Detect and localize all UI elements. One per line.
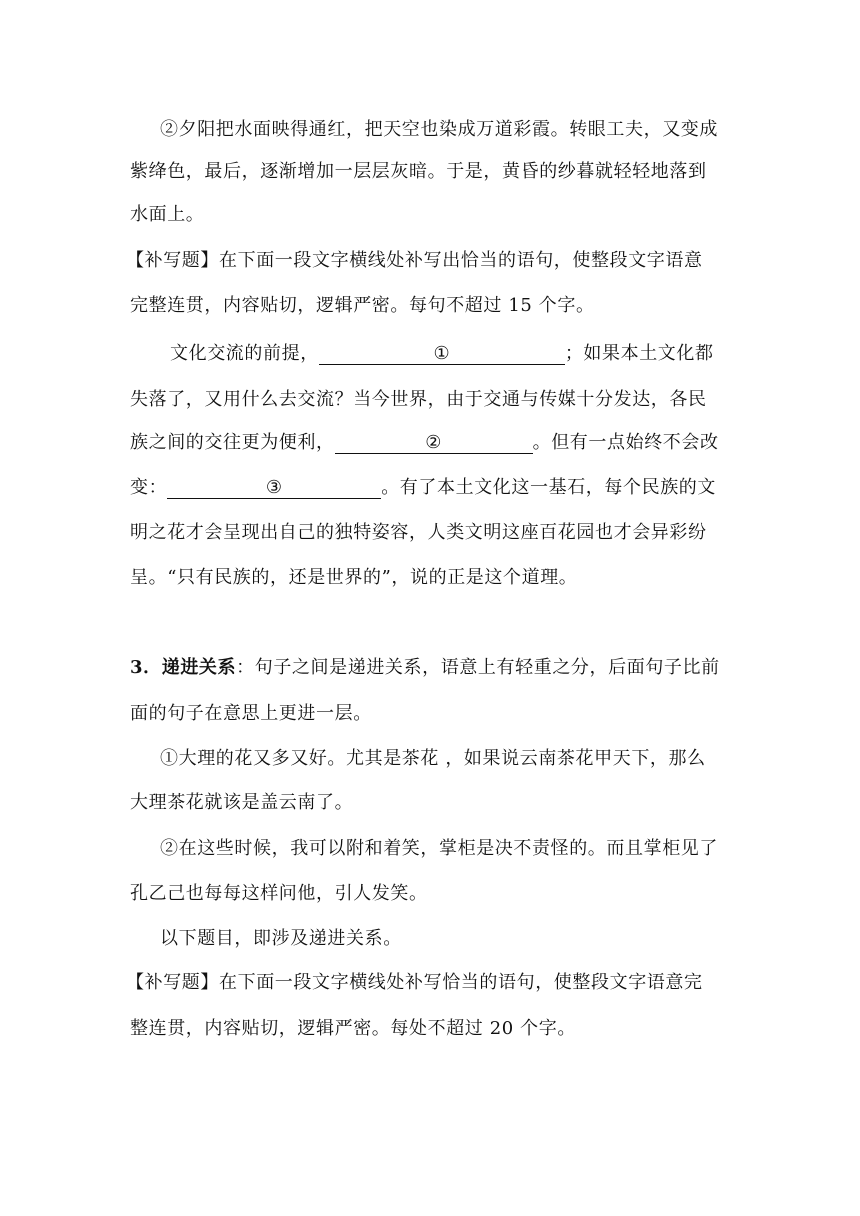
- ex2-line2: 孔乙己也每每这样问他，引人发笑。: [130, 883, 428, 904]
- fill-line3-pre: 族之间的交往更为便利，: [130, 432, 335, 453]
- blank-1[interactable]: ①: [319, 344, 565, 365]
- sec3-line2: 面的句子在意思上更进一层。: [130, 703, 372, 724]
- para1-line2: 紫绛色，最后，逐渐增加一层层灰暗。于是，黄昏的纱暮就轻轻地落到: [130, 161, 707, 182]
- fill-line1: [170, 342, 714, 366]
- sec3-line1-rest: ：句子之间是递进关系，语意上有轻重之分，后面句子比前: [236, 657, 720, 678]
- fill-line2: 失落了，又用什么去交流？当今世界，由于交通与传媒十分发达，各民: [130, 389, 707, 410]
- para1-line3: 水面上。: [130, 204, 205, 225]
- ex1-line1: ①大理的花又多又好。尤其是茶花 ，如果说云南茶花甲天下，那么: [160, 748, 706, 769]
- sec3-line1: [130, 656, 720, 680]
- fill-line1-pre: 文化交流的前提，: [170, 343, 319, 364]
- fill-line1-post: ；如果本土文化都: [564, 343, 714, 364]
- para1-line1: ②夕阳把水面映得通红，把天空也染成万道彩霞。转眼工夫，又变成: [160, 119, 718, 140]
- q1-line1: 【补写题】在下面一段文字横线处补写出恰当的语句，使整段文字语意: [126, 250, 703, 271]
- q2-line2: 整连贯，内容贴切，逻辑严密。每处不超过 20 个字。: [130, 1018, 576, 1039]
- fill-line5: 明之花才会呈现出自己的独特姿容，人类文明这座百花园也才会异彩纷: [130, 522, 707, 543]
- fill-line3: [130, 431, 719, 455]
- fill-line3-post: 。但有一点始终不会改: [532, 432, 719, 453]
- q2-line1: 【补写题】在下面一段文字横线处补写恰当的语句，使整段文字语意完: [126, 972, 703, 993]
- fill-line6: 呈。“只有民族的，还是世界的”，说的正是这个道理。: [130, 567, 578, 588]
- q1-line2: 完整连贯，内容贴切，逻辑严密。每句不超过 15 个字。: [130, 295, 595, 316]
- ex1-line2: 大理茶花就该是盖云南了。: [130, 792, 354, 813]
- blank-3[interactable]: ③: [167, 478, 381, 499]
- note-line: 以下题目，即涉及递进关系。: [160, 928, 402, 949]
- section-3-title: 3．递进关系: [130, 657, 237, 678]
- fill-line4-post: 。有了本土文化这一基石，每个民族的文: [381, 477, 717, 498]
- fill-line4-pre: 变：: [130, 477, 168, 498]
- blank-2[interactable]: ②: [335, 433, 533, 454]
- fill-line4: [130, 476, 716, 500]
- ex2-line1: ②在这些时候，我可以附和着笑，掌柜是决不责怪的。而且掌柜见了: [160, 838, 718, 859]
